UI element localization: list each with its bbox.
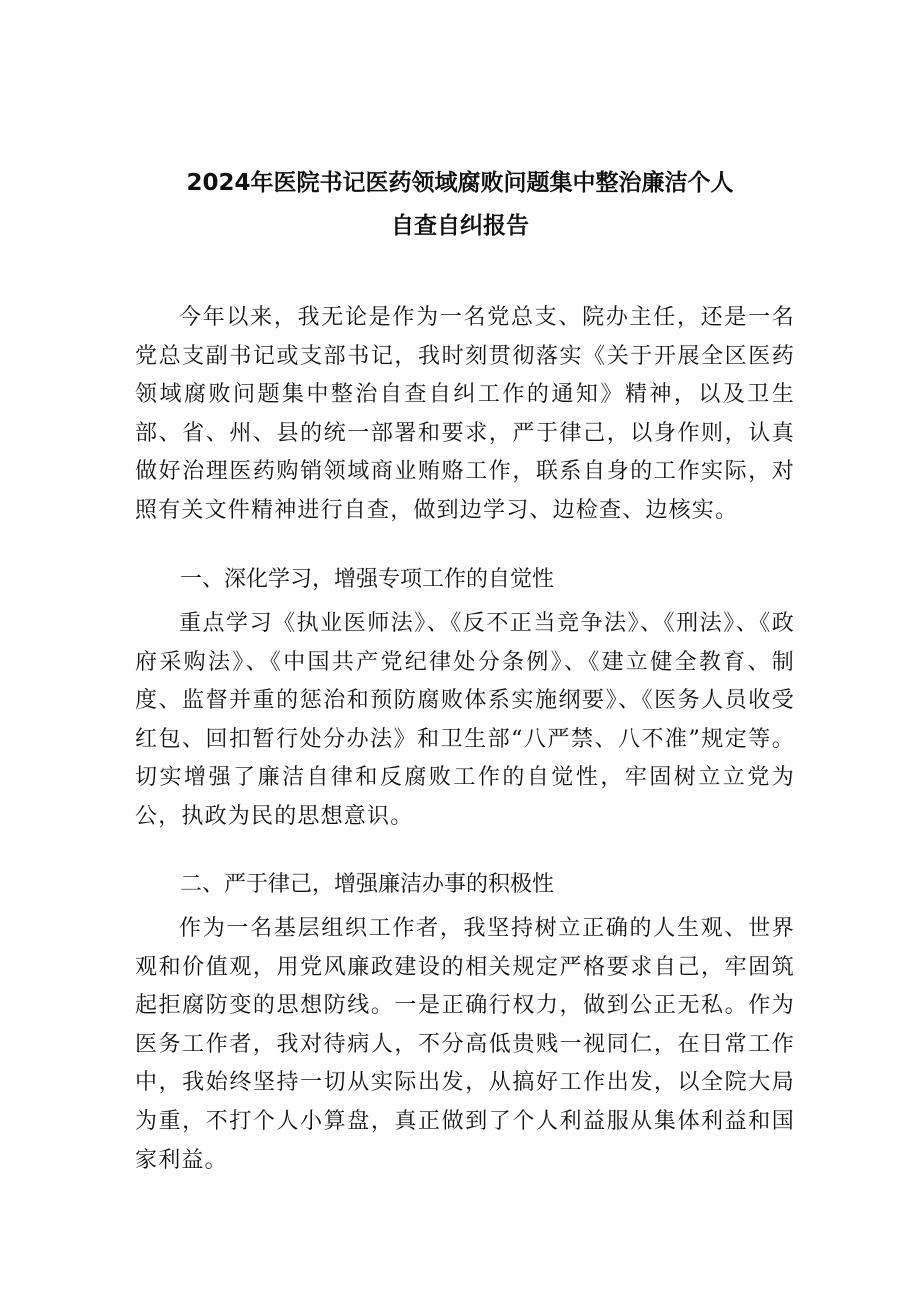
document-title-line-1: 2024年医院书记医药领域腐败问题集中整治廉洁个人 — [186, 170, 734, 196]
intro-paragraph: 今年以来，我无论是作为一名党总支、院办主任，还是一名党总支副书记或支部书记，我时刻贯彻落实《关于开展全区医药领域腐败问题集中整治自查自纠工作的通知》精神，以及卫生部、省、州、县的统一部署和要求，严于律己，以身作则，认真做好治理医药购销领域商业贿赂工作，联系自身的工作实际，对照有关文件精神进行自查，做到边学习、边检查、边核实。 — [135, 305, 795, 523]
section-heading-2: 二、严于律己，增强廉洁办事的积极性 — [180, 872, 555, 897]
section-2-paragraph: 作为一名基层组织工作者，我坚持树立正确的人生观、世界观和价值观，用党风廉政建设的相关规定严格要求自己，牢固筑起拒腐防变的思想防线。一是正确行权力，做到公正无私。作为医务工作者，我对待病人，不分高低贵贱一视同仁，在日常工作中，我始终坚持一切从实际出发，从搞好工作出发，以全院大局为重，不打个人小算盘，真正做到了个人利益服从集体利益和国家利益。 — [135, 916, 795, 1173]
document-title-line-2: 自查自纠报告 — [391, 213, 529, 239]
section-heading-1: 一、深化学习，增强专项工作的自觉性 — [180, 567, 555, 592]
section-1-paragraph: 重点学习《执业医师法》、《反不正当竞争法》、《刑法》、《政府采购法》、《中国共产党纪律处分条例》、《建立健全教育、制度、监督并重的惩治和预防腐败体系实施纲要》、《医务人员收受红包、回扣暂行处分办法》和卫生部“八严禁、八不准”规定等。切实增强了廉洁自律和反腐败工作的自觉性，牢固树立立党为公，执政为民的思想意识。 — [135, 611, 795, 829]
